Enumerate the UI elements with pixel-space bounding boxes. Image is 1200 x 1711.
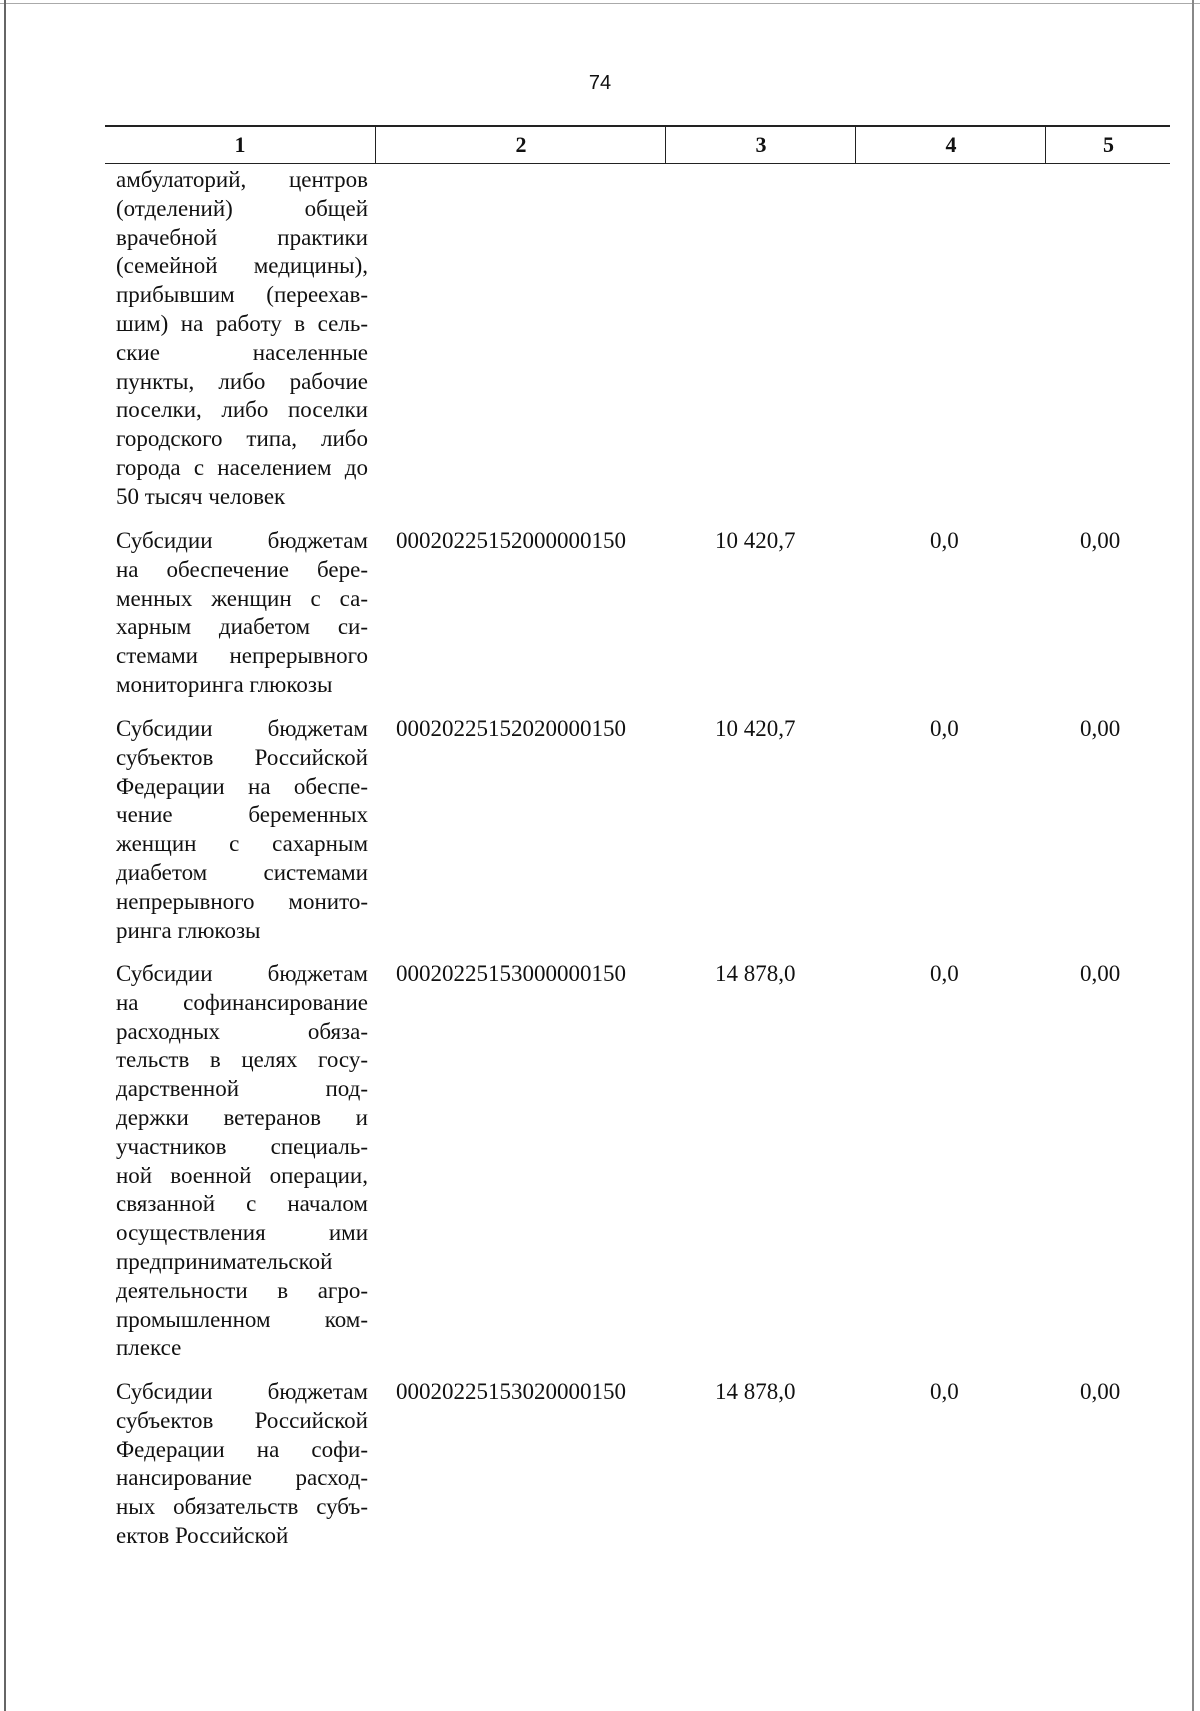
name-line: женщин с сахарным xyxy=(116,831,368,857)
name-line: на софинансирование xyxy=(116,989,368,1015)
name-line: ринга глюкозы xyxy=(116,917,261,943)
row-name-cell xyxy=(116,1378,368,1551)
col4-value-cell: 0,0 xyxy=(930,716,959,741)
col3-value-cell: 10 420,7 xyxy=(715,716,796,741)
budget-code-cell: 00020225153000000150 xyxy=(396,961,626,986)
name-line: ной военной операции, xyxy=(116,1162,368,1188)
name-line: на обеспечение бере- xyxy=(116,556,368,582)
header-col-3: 3 xyxy=(665,127,856,163)
col3-value-cell: 10 420,7 xyxy=(715,528,796,553)
header-col-4: 4 xyxy=(855,127,1046,163)
header-col-1: 1 xyxy=(234,132,246,157)
table-header xyxy=(105,125,1170,164)
col5-value-cell: 0,00 xyxy=(1080,528,1121,553)
col4-value-cell: 0,0 xyxy=(930,961,959,986)
name-line: стемами непрерывного xyxy=(116,643,368,669)
name-line: амбулаторий, центров xyxy=(116,167,368,192)
col4-value-cell: 0,0 xyxy=(930,528,959,553)
name-line: предпринимательской xyxy=(116,1248,333,1274)
budget-code-cell: 00020225152020000150 xyxy=(396,716,626,741)
budget-code-cell: 00020225152000000150 xyxy=(396,528,626,553)
scan-edge-right xyxy=(1192,0,1194,1711)
name-line: ных обязательств субъ- xyxy=(116,1494,368,1520)
name-line: ектов Российской xyxy=(116,1522,289,1548)
row-name-cell xyxy=(116,715,368,945)
name-line: харным диабетом си- xyxy=(116,614,368,640)
name-line: городского типа, либо xyxy=(116,426,368,452)
name-line: непрерывного монито- xyxy=(116,888,368,914)
name-line: менных женщин с са- xyxy=(116,585,368,611)
name-line: субъектов Российской xyxy=(116,1407,368,1433)
name-line: участников специаль- xyxy=(116,1133,368,1159)
name-line: чение беременных xyxy=(116,802,368,828)
budget-code-cell: 00020225153020000150 xyxy=(396,1379,626,1404)
name-line: 50 тысяч человек xyxy=(116,483,286,509)
name-line: плексе xyxy=(116,1335,182,1361)
name-line: Субсидии бюджетам xyxy=(116,1379,368,1404)
col5-value-cell: 0,00 xyxy=(1080,961,1121,986)
name-line: мониторинга глюкозы xyxy=(116,671,333,697)
header-col-5: 5 xyxy=(1045,127,1171,163)
name-line: врачебной практики xyxy=(116,224,368,250)
name-line: Федерации на софи- xyxy=(116,1436,368,1462)
name-line: держки ветеранов и xyxy=(116,1104,368,1130)
row-name-cell xyxy=(116,960,368,1363)
name-line: дарственной под- xyxy=(116,1076,368,1102)
name-line: (семейной медицины), xyxy=(116,253,368,279)
name-line: нансирование расход- xyxy=(116,1465,368,1491)
name-line: (отделений) общей xyxy=(116,195,368,221)
scan-edge-top xyxy=(0,3,1200,4)
name-line: Федерации на обеспе- xyxy=(116,773,368,799)
col5-value-cell: 0,00 xyxy=(1080,716,1121,741)
name-line: деятельности в агро- xyxy=(116,1277,368,1303)
scan-edge-left xyxy=(4,0,6,1711)
col3-value-cell: 14 878,0 xyxy=(715,1379,796,1404)
name-line: Субсидии бюджетам xyxy=(116,961,368,986)
name-line: шим) на работу в сель- xyxy=(116,310,368,336)
name-line: субъектов Российской xyxy=(116,744,368,770)
name-line: Субсидии бюджетам xyxy=(116,716,368,741)
col3-value-cell: 14 878,0 xyxy=(715,961,796,986)
header-col-2: 2 xyxy=(375,127,666,163)
name-line: поселки, либо поселки xyxy=(116,397,368,423)
name-line: Субсидии бюджетам xyxy=(116,528,368,553)
col4-value-cell: 0,0 xyxy=(930,1379,959,1404)
name-line: промышленном ком- xyxy=(116,1306,368,1332)
name-line: города с населением до xyxy=(116,454,368,480)
name-line: связанной с началом xyxy=(116,1191,368,1217)
name-line: прибывшим (переехав- xyxy=(116,282,368,308)
name-line: диабетом системами xyxy=(116,859,368,885)
row-name-cell xyxy=(116,166,368,512)
page-number: 74 xyxy=(588,72,612,94)
col5-value-cell: 0,00 xyxy=(1080,1379,1121,1404)
name-line: расходных обяза- xyxy=(116,1018,368,1044)
row-name-cell xyxy=(116,527,368,700)
name-line: тельств в целях госу- xyxy=(116,1047,368,1073)
name-line: ские населенные xyxy=(116,339,368,365)
name-line: осуществления ими xyxy=(116,1220,368,1246)
name-line: пункты, либо рабочие xyxy=(116,368,368,394)
